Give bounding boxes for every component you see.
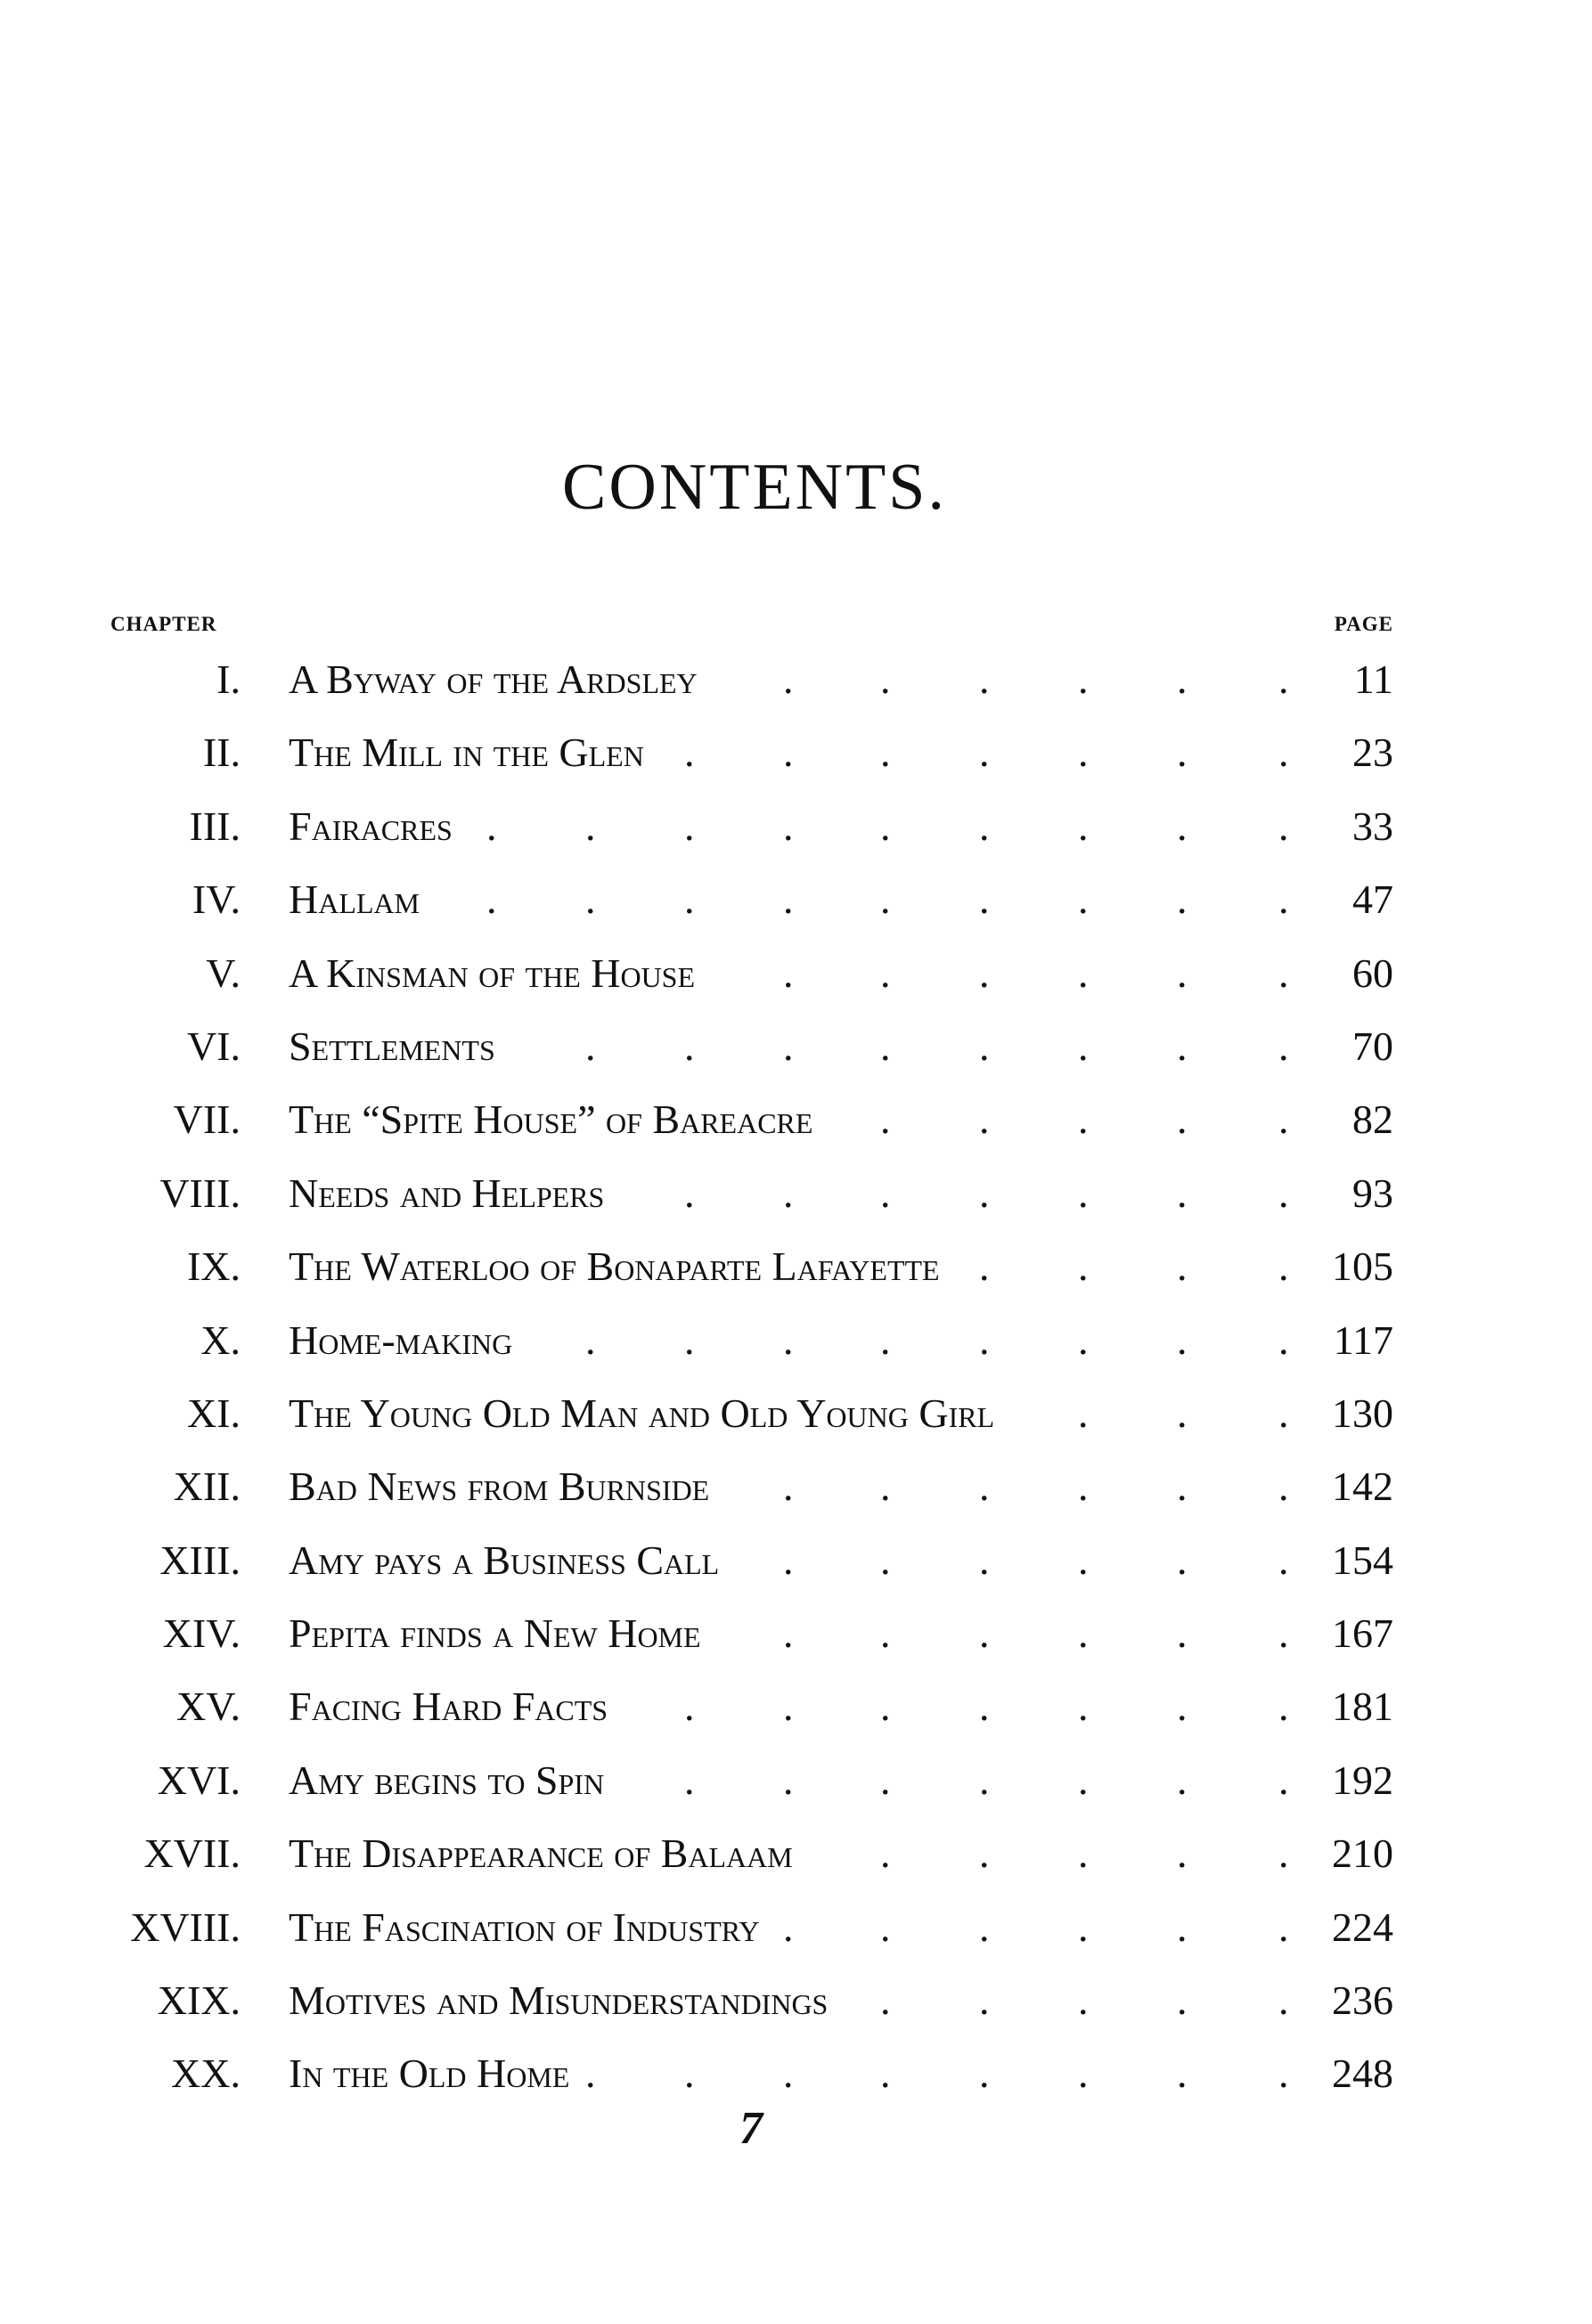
chapter-number: XVII. <box>143 1831 241 1877</box>
leader-dot: . <box>783 1317 794 1363</box>
chapter-number: XIV. <box>162 1610 241 1657</box>
leader-dot: . <box>1078 1904 1089 1950</box>
leader-dot: . <box>1278 1904 1289 1950</box>
leader-dot: . <box>979 950 990 996</box>
leader-dot: . <box>1078 1170 1089 1216</box>
leader-dot: . <box>684 2051 695 2097</box>
toc-entry <box>0 2044 1592 2117</box>
leader-dot: . <box>783 1464 794 1510</box>
chapter-title: The Fascination of Industry <box>289 1904 760 1950</box>
toc-entry <box>0 1384 1592 1457</box>
leader-dot: . <box>1278 1684 1289 1730</box>
page-reference: 47 <box>1352 877 1393 923</box>
leader-dot: . <box>1078 1244 1089 1290</box>
leader-dot: . <box>979 1537 990 1583</box>
chapter-number: IV. <box>192 877 241 923</box>
leader-dot: . <box>684 877 695 923</box>
page-reference: 236 <box>1332 1977 1393 2024</box>
leader-dot: . <box>880 950 891 996</box>
toc-entry <box>0 1604 1592 1677</box>
leader-dot: . <box>1177 2051 1188 2097</box>
page-reference: 105 <box>1332 1244 1393 1290</box>
leader-dot: . <box>1177 803 1188 849</box>
chapter-number: XV. <box>176 1684 241 1730</box>
page-reference: 117 <box>1333 1317 1393 1363</box>
chapter-number: IX. <box>186 1244 241 1290</box>
page-reference: 82 <box>1352 1097 1393 1143</box>
chapter-title: Settlements <box>289 1023 495 1069</box>
leader-dot: . <box>979 1244 990 1290</box>
leader-dot: . <box>1078 1097 1089 1143</box>
toc-entry <box>0 1824 1592 1897</box>
leader-dot: . <box>783 1537 794 1583</box>
leader-dot: . <box>783 1684 794 1730</box>
chapter-title: The Disappearance of Balaam <box>289 1831 793 1877</box>
chapter-number: I. <box>216 656 241 702</box>
leader-dot: . <box>1278 656 1289 702</box>
leader-dot: . <box>979 803 990 849</box>
toc-entry <box>0 650 1592 723</box>
table-of-contents <box>0 650 1592 2118</box>
leader-dot: . <box>783 950 794 996</box>
chapter-number: XII. <box>173 1464 241 1510</box>
leader-dot: . <box>880 2051 891 2097</box>
leader-dot: . <box>684 1170 695 1216</box>
chapter-title: A Kinsman of the House <box>289 950 696 996</box>
leader-dot: . <box>1078 730 1089 776</box>
toc-entry <box>0 797 1592 870</box>
toc-entry <box>0 1677 1592 1750</box>
leader-dot: . <box>1177 1977 1188 2024</box>
leader-dot: . <box>880 1904 891 1950</box>
leader-dot: . <box>979 1684 990 1730</box>
leader-dot: . <box>684 1684 695 1730</box>
toc-entry <box>0 870 1592 943</box>
chapter-number: III. <box>189 803 241 849</box>
chapter-column-header: CHAPTER <box>110 613 217 635</box>
leader-dot: . <box>1078 1757 1089 1803</box>
leader-dot: . <box>1278 1023 1289 1069</box>
leader-dot: . <box>783 1170 794 1216</box>
chapter-title: Motives and Misunderstandings <box>289 1977 829 2024</box>
leader-dot: . <box>1177 877 1188 923</box>
page-reference: 60 <box>1352 950 1393 996</box>
leader-dot: . <box>486 877 497 923</box>
leader-dot: . <box>1177 1317 1188 1363</box>
leader-dot: . <box>880 656 891 702</box>
leader-dot: . <box>1177 950 1188 996</box>
toc-entry <box>0 1164 1592 1237</box>
leader-dot: . <box>585 2051 596 2097</box>
leader-dot: . <box>783 1610 794 1657</box>
leader-dot: . <box>585 1317 596 1363</box>
chapter-number: V. <box>206 950 241 996</box>
leader-dot: . <box>880 1170 891 1216</box>
leader-dot: . <box>1177 1390 1188 1436</box>
leader-dot: . <box>486 803 497 849</box>
chapter-title: Home-making <box>289 1317 513 1363</box>
leader-dot: . <box>1177 1244 1188 1290</box>
leader-dot: . <box>1177 1610 1188 1657</box>
leader-dot: . <box>783 803 794 849</box>
chapter-title: The Waterloo of Bonaparte Lafayette <box>289 1244 940 1290</box>
leader-dot: . <box>1177 1831 1188 1877</box>
chapter-title: Hallam <box>289 877 420 923</box>
leader-dot: . <box>1177 656 1188 702</box>
page-reference: 210 <box>1332 1831 1393 1877</box>
toc-entry <box>0 944 1592 1017</box>
chapter-number: VI. <box>186 1023 241 1069</box>
leader-dot: . <box>1278 1317 1289 1363</box>
leader-dot: . <box>979 1757 990 1803</box>
leader-dot: . <box>1078 1537 1089 1583</box>
leader-dot: . <box>585 1023 596 1069</box>
leader-dot: . <box>979 1023 990 1069</box>
leader-dot: . <box>783 2051 794 2097</box>
chapter-number: VII. <box>173 1097 241 1143</box>
leader-dot: . <box>880 1757 891 1803</box>
leader-dot: . <box>585 803 596 849</box>
chapter-title: Needs and Helpers <box>289 1170 605 1216</box>
leader-dot: . <box>684 1317 695 1363</box>
leader-dot: . <box>1278 2051 1289 2097</box>
leader-dot: . <box>1078 1684 1089 1730</box>
page-reference: 248 <box>1332 2051 1393 2097</box>
chapter-title: Amy begins to Spin <box>289 1757 605 1803</box>
page-reference: 154 <box>1332 1537 1393 1583</box>
leader-dot: . <box>880 803 891 849</box>
leader-dot: . <box>1278 1610 1289 1657</box>
leader-dot: . <box>880 1023 891 1069</box>
leader-dot: . <box>979 1904 990 1950</box>
leader-dot: . <box>1278 1537 1289 1583</box>
leader-dot: . <box>684 730 695 776</box>
leader-dot: . <box>1278 1390 1289 1436</box>
page-reference: 23 <box>1352 730 1393 776</box>
chapter-title: Amy pays a Business Call <box>289 1537 720 1583</box>
leader-dot: . <box>979 1097 990 1143</box>
page-reference: 142 <box>1332 1464 1393 1510</box>
chapter-number: XX. <box>171 2051 241 2097</box>
leader-dot: . <box>1078 656 1089 702</box>
leader-dot: . <box>880 1610 891 1657</box>
toc-entry <box>0 723 1592 796</box>
page-title: CONTENTS. <box>562 451 947 524</box>
leader-dot: . <box>1078 877 1089 923</box>
leader-dot: . <box>979 1464 990 1510</box>
leader-dot: . <box>979 656 990 702</box>
leader-dot: . <box>783 656 794 702</box>
chapter-number: II. <box>202 730 241 776</box>
leader-dot: . <box>1177 1537 1188 1583</box>
leader-dot: . <box>979 730 990 776</box>
leader-dot: . <box>783 877 794 923</box>
chapter-title: Facing Hard Facts <box>289 1684 608 1730</box>
leader-dot: . <box>979 1170 990 1216</box>
chapter-number: VIII. <box>159 1170 241 1216</box>
chapter-title: Fairacres <box>289 803 453 849</box>
page-number: 7 <box>739 2103 763 2154</box>
page-reference: 192 <box>1332 1757 1393 1803</box>
chapter-number: XIX. <box>157 1977 241 2024</box>
leader-dot: . <box>1177 1684 1188 1730</box>
leader-dot: . <box>880 1464 891 1510</box>
chapter-number: X. <box>200 1317 241 1363</box>
page-reference: 33 <box>1352 803 1393 849</box>
leader-dot: . <box>1078 1390 1089 1436</box>
leader-dot: . <box>585 877 596 923</box>
toc-entry <box>0 1971 1592 2044</box>
leader-dot: . <box>880 730 891 776</box>
leader-dot: . <box>1078 803 1089 849</box>
page-reference: 93 <box>1352 1170 1393 1216</box>
leader-dot: . <box>880 877 891 923</box>
leader-dot: . <box>880 1097 891 1143</box>
chapter-title: The Mill in the Glen <box>289 730 644 776</box>
leader-dot: . <box>1278 1170 1289 1216</box>
leader-dot: . <box>979 877 990 923</box>
leader-dot: . <box>1278 1464 1289 1510</box>
chapter-title: The “Spite House” of Bareacre <box>289 1097 813 1143</box>
leader-dot: . <box>1078 1464 1089 1510</box>
leader-dot: . <box>783 1023 794 1069</box>
leader-dot: . <box>1177 1904 1188 1950</box>
leader-dot: . <box>1278 730 1289 776</box>
page-reference: 130 <box>1332 1390 1393 1436</box>
leader-dot: . <box>1078 1023 1089 1069</box>
toc-entry <box>0 1311 1592 1384</box>
leader-dot: . <box>1177 730 1188 776</box>
leader-dot: . <box>684 1757 695 1803</box>
leader-dot: . <box>1078 1317 1089 1363</box>
toc-entry <box>0 1531 1592 1604</box>
leader-dot: . <box>1177 1464 1188 1510</box>
leader-dot: . <box>979 1977 990 2024</box>
leader-dot: . <box>1278 1097 1289 1143</box>
chapter-title: A Byway of the Ardsley <box>289 656 698 702</box>
leader-dot: . <box>1078 1831 1089 1877</box>
leader-dot: . <box>1278 877 1289 923</box>
leader-dot: . <box>1278 1831 1289 1877</box>
leader-dot: . <box>1078 950 1089 996</box>
leader-dot: . <box>1177 1757 1188 1803</box>
toc-entry <box>0 1457 1592 1530</box>
leader-dot: . <box>1278 1244 1289 1290</box>
page-reference: 70 <box>1352 1023 1393 1069</box>
chapter-number: XVI. <box>157 1757 241 1803</box>
page-reference: 181 <box>1332 1684 1393 1730</box>
leader-dot: . <box>1177 1097 1188 1143</box>
chapter-number: XIII. <box>159 1537 241 1583</box>
chapter-title: The Young Old Man and Old Young Girl <box>289 1390 995 1436</box>
leader-dot: . <box>1177 1170 1188 1216</box>
page-column-header: PAGE <box>1334 613 1393 635</box>
leader-dot: . <box>880 1977 891 2024</box>
leader-dot: . <box>1278 803 1289 849</box>
leader-dot: . <box>783 730 794 776</box>
leader-dot: . <box>979 1610 990 1657</box>
toc-entry <box>0 1751 1592 1824</box>
leader-dot: . <box>1278 1757 1289 1803</box>
page-reference: 224 <box>1332 1904 1393 1950</box>
leader-dot: . <box>880 1317 891 1363</box>
leader-dot: . <box>684 803 695 849</box>
page-reference: 167 <box>1332 1610 1393 1657</box>
leader-dot: . <box>684 1023 695 1069</box>
chapter-title: Pepita finds a New Home <box>289 1610 701 1657</box>
chapter-title: In the Old Home <box>289 2051 570 2097</box>
leader-dot: . <box>979 1831 990 1877</box>
leader-dot: . <box>1078 1977 1089 2024</box>
leader-dot: . <box>880 1537 891 1583</box>
toc-entry <box>0 1090 1592 1163</box>
leader-dot: . <box>880 1831 891 1877</box>
toc-entry <box>0 1898 1592 1971</box>
leader-dot: . <box>783 1904 794 1950</box>
chapter-number: XVIII. <box>130 1904 241 1950</box>
leader-dot: . <box>1278 950 1289 996</box>
toc-entry <box>0 1237 1592 1310</box>
toc-entry <box>0 1017 1592 1090</box>
chapter-number: XI. <box>186 1390 241 1436</box>
leader-dot: . <box>1078 1610 1089 1657</box>
leader-dot: . <box>1078 2051 1089 2097</box>
chapter-title: Bad News from Burnside <box>289 1464 710 1510</box>
leader-dot: . <box>1278 1977 1289 2024</box>
leader-dot: . <box>1177 1023 1188 1069</box>
leader-dot: . <box>783 1757 794 1803</box>
leader-dot: . <box>979 1317 990 1363</box>
page-reference: 11 <box>1353 656 1393 702</box>
leader-dot: . <box>880 1684 891 1730</box>
leader-dot: . <box>979 2051 990 2097</box>
